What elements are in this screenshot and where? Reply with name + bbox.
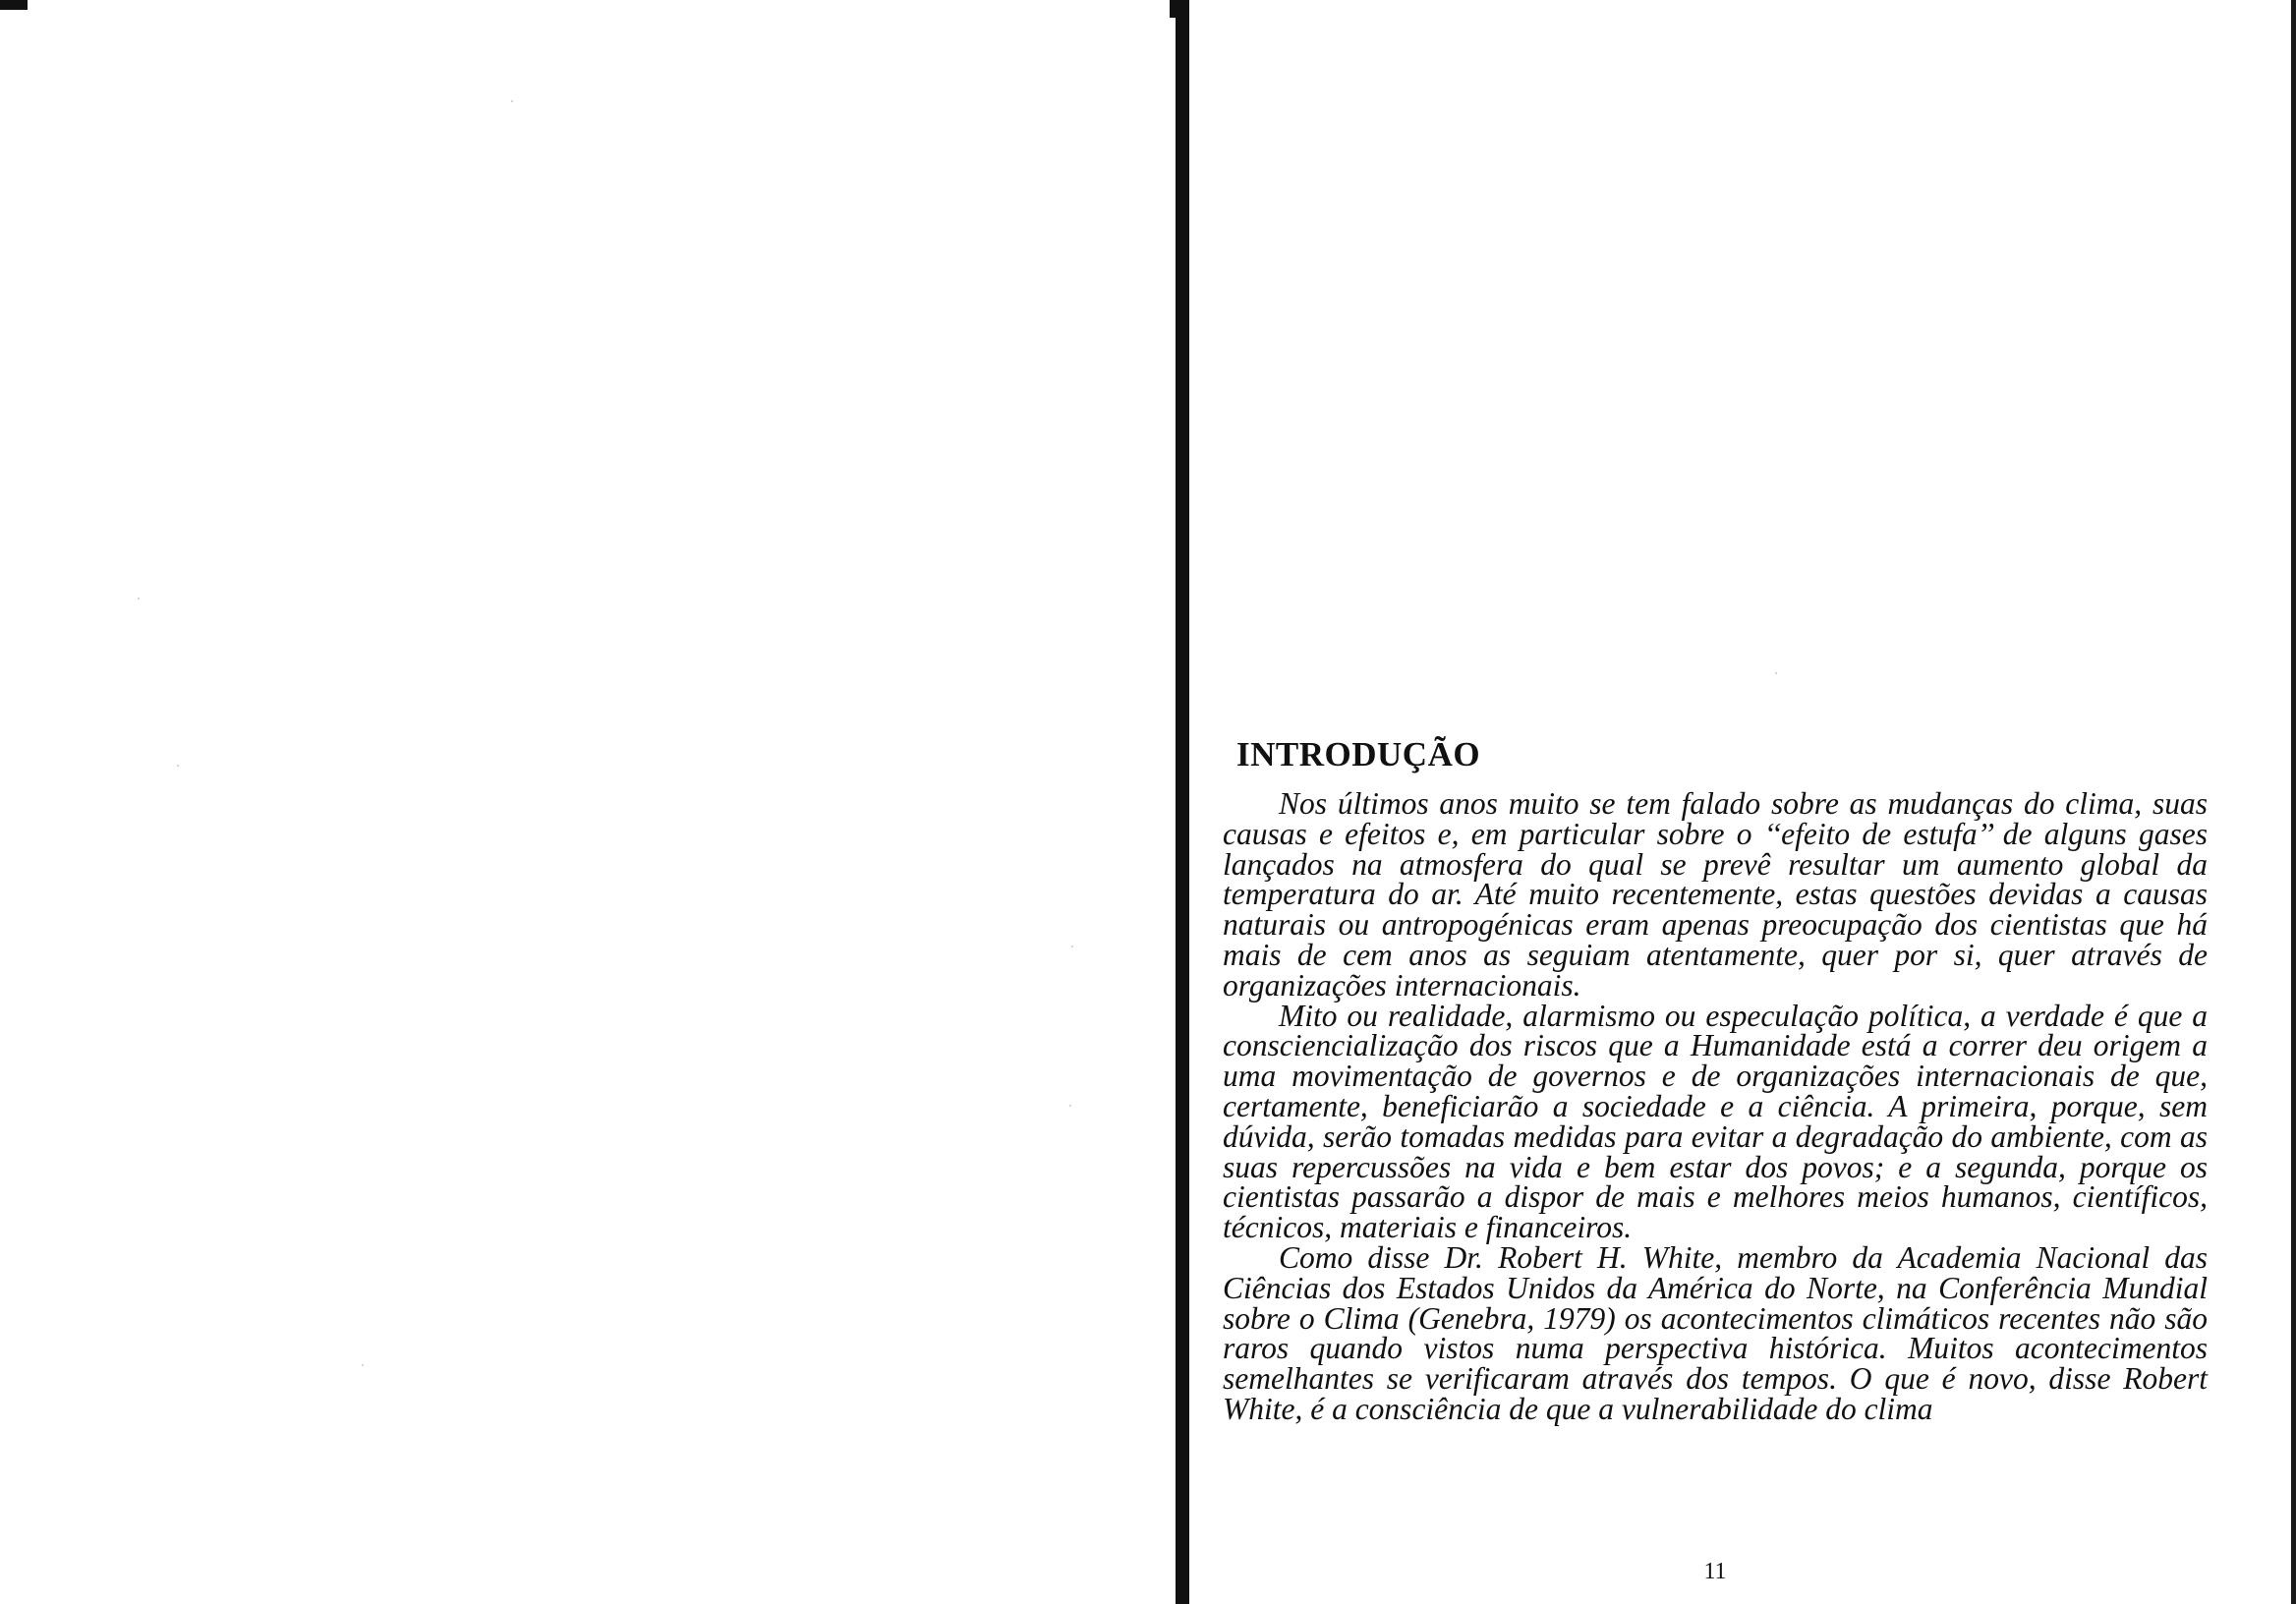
page-edge-shadow [2291,0,2296,1604]
paper-speck [177,765,179,767]
body-text [1223,786,2208,1426]
paragraph: Mito ou realidade, alarmismo ou especulação política, a verdade é que a consciencialização dos riscos que a Humanidade está a correr deu origem a uma movimentação de governos e de organizações internacionais de que, certamente, beneficiarão a sociedade e a ciência. A primeira, porque, sem dúvida, serão tomadas medidas para evitar a degradação do ambiente, com as suas repercussões na vida e bem estar dos povos; e a segunda, porque os cientistas passarão a dispor de mais e melhores meios humanos, científicos, técnicos, materiais e financeiros. [1223,998,2208,1245]
paper-speck [362,1364,364,1366]
paragraph: Como disse Dr. Robert H. White, membro da Academia Nacional das Ciências dos Estados Unidos da América do Norte, na Conferência Mundial sobre o Clima (Genebra, 1979) os acontecimentos climáticos recentes não são raros quando vistos numa perspectiva histórica. Muitos acontecimentos semelhantes se verificaram através dos tempos. O que é novo, disse Robert White, é a consciência de que a vulnerabilidade do clima [1223,1239,2208,1426]
chapter-heading: INTRODUÇÃO [1236,735,1481,773]
page-number: 11 [1703,1559,1727,1584]
paragraph: Nos últimos anos muito se tem falado sobre as mudanças do clima, suas causas e efeitos e, em particular sobre o ‘‘efeito de estufa’’ de alguns gases lançados na atmosfera do qual se prevê resultar um aumento global da temperatura do ar. Até muito recentemente, estas questões devidas a causas naturais ou antropogénicas eram apenas preocupação dos cientistas que há mais de cem anos as seguiam atentamente, quer por si, quer através de organizações internacionais. [1223,786,2208,1002]
paper-speck [1775,672,1777,674]
book-spine-gutter [1176,0,1189,1604]
paper-speck [1071,945,1073,947]
scan-corner-mark [0,0,28,10]
paper-speck [1069,1105,1071,1107]
paper-speck [511,100,513,102]
paper-speck [138,598,140,600]
